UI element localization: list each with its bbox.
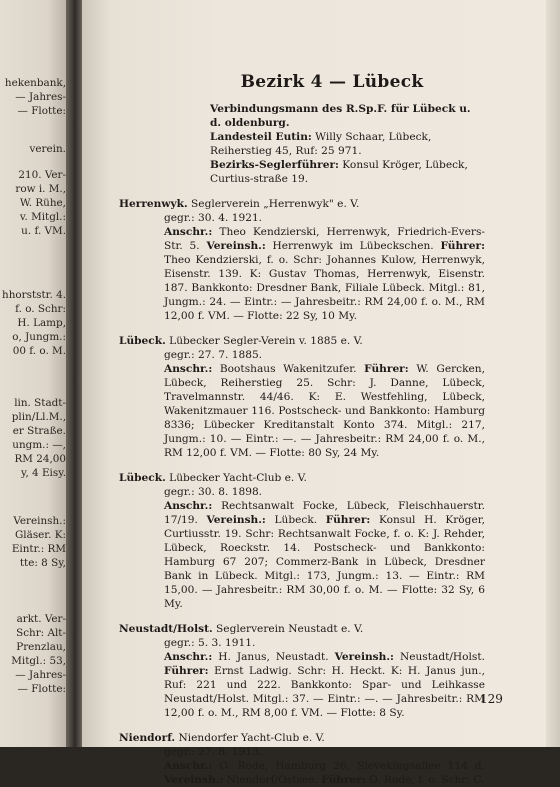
left-page-fragment: u. f. VM.	[21, 225, 66, 237]
entry-club: Lübecker Yacht-Club e. V.	[169, 472, 307, 484]
left-page-fragment: ungm.: —,	[12, 439, 66, 451]
left-page-fragment: — Jahres-	[15, 91, 66, 103]
left-page-fragment: — Flotte:	[17, 105, 66, 117]
left-page-fragment: — Flotte:	[17, 683, 66, 695]
entry-place: Herrenwyk.	[119, 198, 188, 210]
entry-place: Niendorf.	[119, 732, 176, 744]
entry-place: Lübeck.	[119, 335, 166, 347]
entry-founded: gegr.: 30. 8. 1898.	[164, 486, 263, 498]
left-page-fragment: H. Lamp,	[17, 317, 66, 329]
intro-line-2: Landesteil Eutin: Willy Schaar, Lübeck, Reiherstieg 45, Ruf: 25 971.	[210, 131, 432, 157]
entry-founded: gegr.: 27. 8. 1913.	[164, 746, 263, 758]
left-page-fragment: — Jahres-	[15, 669, 66, 681]
left-page-fragment: plin/Ll.M.,	[11, 411, 66, 423]
left-page-fragment: er Straße.	[12, 425, 66, 437]
left-page-fragment: Mitgl.: 53,	[11, 655, 66, 667]
left-page	[0, 0, 68, 747]
entry-body	[119, 211, 485, 323]
left-page-fragment: row i. M.,	[15, 183, 66, 195]
page-edge	[546, 0, 560, 747]
page-number: 129	[480, 692, 503, 706]
right-page	[82, 0, 560, 786]
left-page-fragment: arkt. Ver-	[16, 613, 66, 625]
left-page-fragment: RM 24,00	[14, 453, 66, 465]
entry-club: Seglerverein „Herrenwyk" e. V.	[191, 198, 360, 210]
intro-line-1: Verbindungsmann des R.Sp.F. für Lübeck u. d. oldenburg.	[210, 103, 471, 129]
club-entry	[119, 197, 485, 323]
left-page-fragment: o, Jungm.:	[12, 331, 66, 343]
club-entry	[119, 334, 485, 460]
entry-place: Lübeck.	[119, 472, 166, 484]
entry-details: Anschr.: O. Rode, Hamburg 26, Sievekingsallee 114 d. Vereinsh.: Niendorf/Ostsee. Führer: O. Rode, f. o. Schr: C.	[164, 760, 485, 786]
entry-details: Anschr.: Bootshaus Wakenitzufer. Führer: W. Gercken, Lübeck, Reiherstieg 25. Schr: J. Danne, Lübeck, Travelmannstr. 44/46. K: E. Westfehling, Lübeck, Wakenitzmauer 116. Postscheck- und Bankkonto: Hamburg 8336; Lübecker Kreditanstalt Konto 374. Mitgl.: 217, Jungm.: 10. — Eintr.: —. — Jahresbeitr.: RM 24,00 f. o. M., RM 12,00 f. VM. — Flotte: 80 Sy, 24 My.	[164, 363, 485, 459]
entry-title	[119, 334, 485, 348]
entry-body	[119, 485, 485, 611]
left-page-fragment: Gläser. K:	[15, 529, 66, 541]
left-page-fragment: Vereinsh.:	[13, 515, 66, 527]
club-entry	[119, 622, 485, 720]
left-page-fragment: Eintr.: RM	[11, 543, 66, 555]
left-page-fragment: 00 f. o. M.	[12, 345, 66, 357]
page-heading: Bezirk 4 — Lübeck	[240, 72, 424, 92]
left-page-fragment: 210. Ver-	[18, 169, 66, 181]
left-page-fragment: hhorststr. 4.	[2, 289, 66, 301]
left-page-fragment: f. o. Schr:	[15, 303, 66, 315]
page-content	[119, 72, 485, 787]
entry-club: Lübecker Segler-Verein v. 1885 e. V.	[169, 335, 363, 347]
left-page-fragment: tte: 8 Sy,	[19, 557, 66, 569]
entry-club: Seglerverein Neustadt e. V.	[216, 623, 364, 635]
entry-title	[119, 471, 485, 485]
left-page-fragment: hekenbank,	[4, 77, 66, 89]
entry-details: Anschr.: Rechtsanwalt Focke, Lübeck, Fleischhauerstr. 17/19. Vereinsh.: Lübeck. Führer: Konsul H. Kröger, Curtiusstr. 19. Schr: Rechtsanwalt Focke, f. o. K: J. Rehder, Lübeck, Roeckstr. 14. Postscheck- und Bankkonto: Hamburg 67 207; Commerz-Bank in Lübeck, Dresdner Bank in Lübeck. Mitgl.: 173, Jungm.: 13. — Eintr.: RM 15,00. — Jahresbeitr.: RM 30,00 f. o. M. — Flotte: 32 Sy, 6 My.	[164, 500, 485, 610]
district-intro	[119, 102, 485, 186]
entry-title	[119, 622, 485, 636]
left-page-fragment: Prenzlau,	[16, 641, 66, 653]
entry-details: Anschr.: H. Janus, Neustadt. Vereinsh.: Neustadt/Holst. Führer: Ernst Ladwig. Schr: H. Heckt. K: H. Janus jun., Ruf: 221 und 222. Bankkonto: Spar- und Leihkasse Neustadt/Holst. Mitgl.: 37. — Eintr.: —. — Jahresbeitr.: RM 12,00 f. o. M., RM 8,00 f. VM. — Flotte: 8 Sy.	[164, 651, 485, 719]
entry-body	[119, 348, 485, 460]
entry-place: Neustadt/Holst.	[119, 623, 213, 635]
entry-body	[119, 636, 485, 720]
club-entry	[119, 731, 485, 787]
entry-title	[119, 731, 485, 745]
entry-body	[119, 745, 485, 787]
left-page-fragment: Schr: Alt-	[16, 627, 66, 639]
left-page-fragment: v. Mitgl.:	[19, 211, 66, 223]
left-page-fragment: W. Rühe,	[19, 197, 66, 209]
left-page-fragment: verein.	[29, 143, 66, 155]
entry-details: Anschr.: Theo Kendzierski, Herrenwyk, Friedrich-Evers-Str. 5. Vereinsh.: Herrenwyk im Lübeckschen. Führer: Theo Kendzierski, f. o. Schr: Johannes Kulow, Herrenwyk, Eisenstr. 139. K: Gustav Thomas, Herrenwyk, Eisenstr. 187. Bankkonto: Dresdner Bank, Filiale Lübeck. Mitgl.: 81, Jungm.: 24. — Eintr.: — Jahresbeitr.: RM 24,00 f. o. M., RM 12,00 f. VM. — Flotte: 22 Sy, 10 My.	[164, 226, 485, 322]
entry-founded: gegr.: 27. 7. 1885.	[164, 349, 263, 361]
entry-founded: gegr.: 30. 4. 1921.	[164, 212, 263, 224]
left-page-fragment: y, 4 Eisy.	[20, 467, 66, 479]
left-page-fragment: lin. Stadt-	[14, 397, 66, 409]
entry-founded: gegr.: 5. 3. 1911.	[164, 637, 256, 649]
entry-title	[119, 197, 485, 211]
entry-club: Niendorfer Yacht-Club e. V.	[178, 732, 325, 744]
club-entry	[119, 471, 485, 611]
intro-line-3: Bezirks-Seglerführer: Konsul Kröger, Lübeck, Curtius-straße 19.	[210, 159, 468, 185]
club-entries	[119, 197, 485, 787]
